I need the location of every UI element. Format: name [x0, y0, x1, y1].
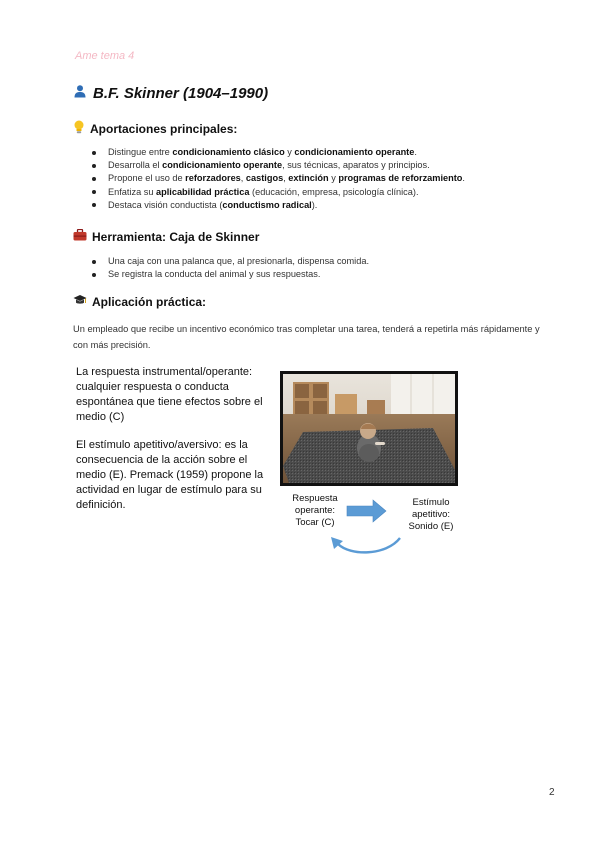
cycle-arrow-icon: [338, 538, 400, 552]
list-item: Una caja con una palanca que, al presionarla, dispensa comida.: [92, 255, 369, 268]
stimulus-label-line: apetitivo:: [411, 509, 451, 520]
header-note: Ame tema 4: [75, 50, 135, 62]
list-item: Desarrolla el condicionamiento operante, sus técnicas, aparatos y principios.: [92, 159, 465, 172]
stimulus-label-line: Estímulo: [412, 497, 450, 508]
response-label-line: Tocar (C): [295, 517, 335, 528]
list-item: Se registra la conducta del animal y sus respuestas.: [92, 268, 369, 281]
aplicacion-paragraph: Un empleado que recibe un incentivo económico tras completar una tarea, tenderá a repetirla más rápidamente y con más precisión.: [73, 324, 540, 350]
response-label-line: Respuesta: [292, 493, 338, 504]
page-number: 2: [549, 787, 555, 798]
section-heading-text: Herramienta: Caja de Skinner: [92, 229, 260, 244]
page-title-text: B.F. Skinner (1904–1990): [93, 84, 269, 102]
right-arrow-icon: [347, 500, 386, 522]
stimulus-label-line: Sonido (E): [408, 521, 454, 532]
stimulus-label: [400, 497, 462, 533]
section-heading-text: Aplicación práctica:: [92, 294, 207, 309]
response-label-line: operante:: [294, 505, 336, 516]
explanation-paragraph-2: El estímulo apetitivo/aversivo: es la consecuencia de la acción sobre el medio (E). Premack (1959) propone la actividad en lugar de estímulo para su definición.: [76, 439, 264, 511]
list-item: Destaca visión conductista (conductismo radical).: [92, 199, 465, 212]
list-item: Distingue entre condicionamiento clásico y condicionamiento operante.: [92, 146, 465, 159]
section-heading-text: Aportaciones principales:: [90, 121, 238, 136]
list-item: Enfatiza su aplicabilidad práctica (educación, empresa, psicología clínica).: [92, 186, 465, 199]
explanation-paragraph-1: La respuesta instrumental/operante: cualquier respuesta o conducta espontánea que tiene efectos sobre el medio (C): [76, 366, 263, 423]
response-label: [286, 493, 344, 529]
list-item: Propone el uso de reforzadores, castigos, extinción y programas de reforzamiento.: [92, 172, 465, 185]
